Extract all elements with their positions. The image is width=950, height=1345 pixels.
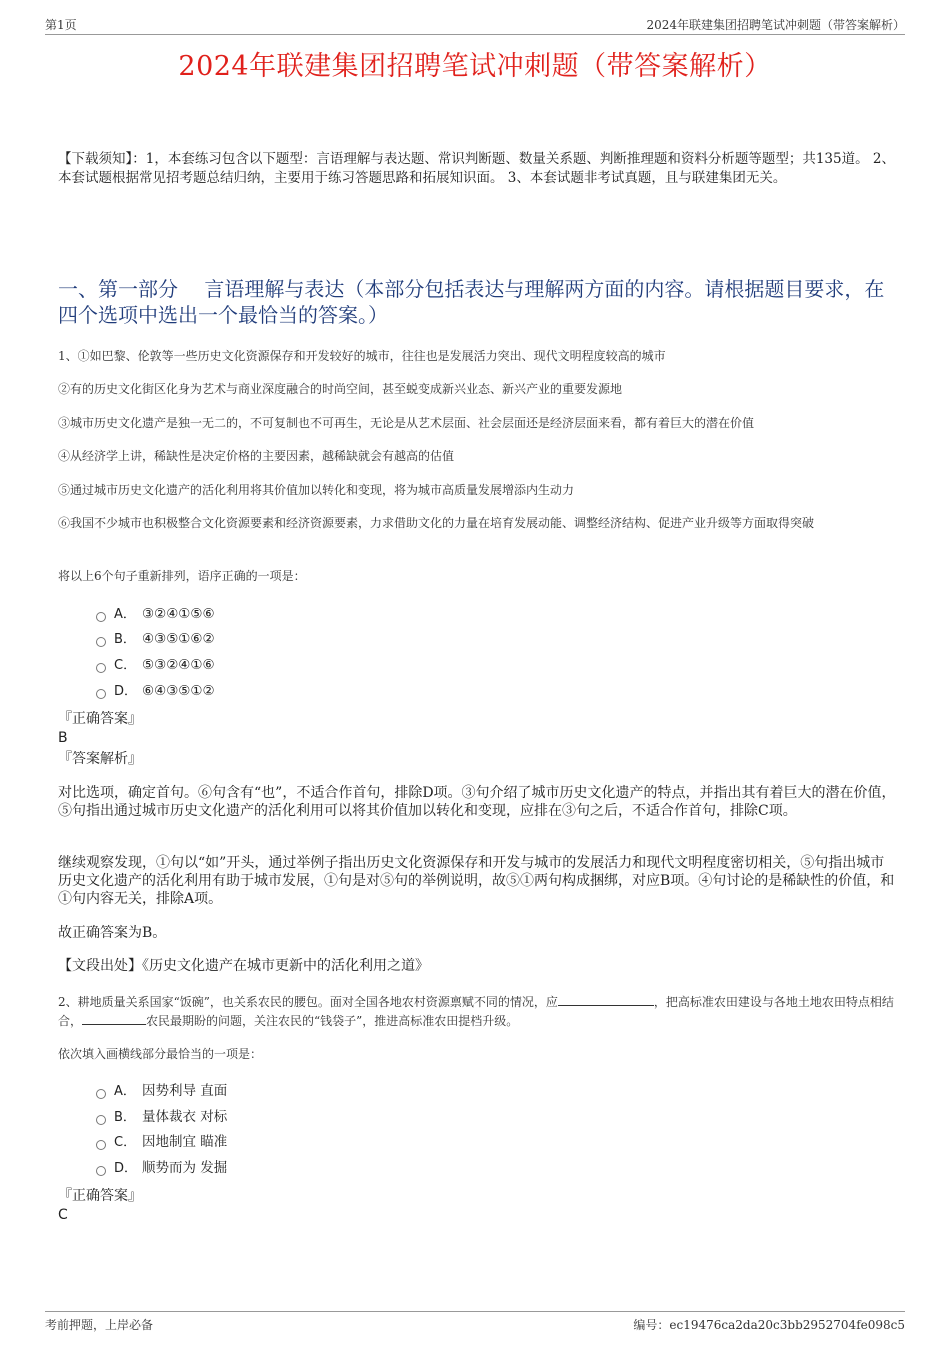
download-notice: 【下载须知】：1，本套练习包含以下题型：言语理解与表达题、常识判断题、数量关系题、判断推理题和资料分析题等题型；共135道。 2、本套试题根据常见招考题总结归纳，主要用于练习答题思路和拓展知识面。 3、本套试题非考试真题，且与联建集团无关。 xyxy=(58,151,895,186)
header-doc-title: 2024年联建集团招聘笔试冲刺题（带答案解析） xyxy=(646,18,905,32)
q2-option-d[interactable]: D． 顺势而为 发掘 xyxy=(96,1158,227,1178)
q1-sentence-5: ⑤通过城市历史文化遗产的活化利用将其价值加以转化和变现，将为城市高质量发展增添内生动力 xyxy=(58,483,575,497)
q2-answer-label: 『正确答案』 xyxy=(58,1188,142,1204)
page-title: 2024年联建集团招聘笔试冲刺题（带答案解析） xyxy=(178,51,772,82)
radio-icon[interactable] xyxy=(96,637,106,647)
radio-icon[interactable] xyxy=(96,1166,106,1176)
radio-icon[interactable] xyxy=(96,1140,106,1150)
radio-icon[interactable] xyxy=(96,663,106,673)
footer-slogan: 考前押题，上岸必备 xyxy=(45,1318,154,1332)
q1-option-d[interactable]: D． ⑥④③⑤①② xyxy=(96,681,215,701)
q1-answer: B xyxy=(58,730,68,746)
radio-icon[interactable] xyxy=(96,689,106,699)
q2-blank-2 xyxy=(82,1012,146,1025)
q2-option-c[interactable]: C． 因地制宜 瞄准 xyxy=(96,1132,227,1152)
page-footer xyxy=(45,1311,905,1334)
q1-analysis-p1: 对比选项，确定首句。⑥句含有“也”，不适合作首句，排除D项。③句介绍了城市历史文化遗产的特点，并指出其有着巨大的潜在价值，⑤句指出通过城市历史文化遗产的活化利用可以将其价值加以转化和变现，应排在③句之后，不适合作首句，排除C项。 xyxy=(58,785,896,819)
q1-sentence-2: ②有的历史文化街区化身为艺术与商业深度融合的时尚空间，甚至蜕变成新兴业态、新兴产业的重要发源地 xyxy=(58,382,623,396)
q1-analysis-label: 『答案解析』 xyxy=(58,751,142,767)
footer-code: 编号：ec19476ca2da20c3bb2952704fe098c5 xyxy=(633,1318,905,1332)
q1-answer-label: 『正确答案』 xyxy=(58,711,142,727)
q2-answer: C xyxy=(58,1207,68,1223)
q2-option-b[interactable]: B． 量体裁衣 对标 xyxy=(96,1107,227,1127)
q1-option-a[interactable]: A． ③②④①⑤⑥ xyxy=(96,604,215,624)
q1-sentence-4: ④从经济学上讲，稀缺性是决定价格的主要因素，越稀缺就会有越高的估值 xyxy=(58,449,455,463)
q2-option-a[interactable]: A． 因势利导 直面 xyxy=(96,1081,227,1101)
page-number: 第1页 xyxy=(45,18,77,32)
radio-icon[interactable] xyxy=(96,612,106,622)
q2-stem: 2、耕地质量关系国家“饭碗”，也关系农民的腰包。面对全国各地农村资源禀赋不同的情况，应 ，把高标准农田建设与各地土地农田特点相结合， 农民最期盼的问题，关注农民的“钱袋子”，推进高标准农田提档升级。 xyxy=(58,995,894,1028)
q1-sentence-1: 1、①如巴黎、伦敦等一些历史文化资源保存和开发较好的城市，往往也是发展活力突出、现代文明程度较高的城市 xyxy=(58,349,666,363)
q1-option-c[interactable]: C． ⑤③②④①⑥ xyxy=(96,655,215,675)
section-heading: 一、第一部分 言语理解与表达（本部分包括表达与理解两方面的内容。请根据题目要求，在四个选项中选出一个最恰当的答案。） xyxy=(58,277,885,327)
q2-blank-1 xyxy=(558,993,654,1006)
q1-sentence-3: ③城市历史文化遗产是独一无二的，不可复制也不可再生，无论是从艺术层面、社会层面还是经济层面来看，都有着巨大的潜在价值 xyxy=(58,416,755,430)
q1-option-b[interactable]: B． ④③⑤①⑥② xyxy=(96,629,215,649)
radio-icon[interactable] xyxy=(96,1089,106,1099)
page-header xyxy=(45,14,905,35)
q1-source: 【文段出处】《历史文化遗产在城市更新中的活化利用之道》 xyxy=(58,958,429,974)
q1-prompt: 将以上6个句子重新排列，语序正确的一项是： xyxy=(58,569,306,583)
q1-analysis-p2: 继续观察发现，①句以“如”开头，通过举例子指出历史文化资源保存和开发与城市的发展活力和现代文明程度密切相关，⑤句指出城市历史文化遗产的活化利用有助于城市发展，①句是对⑤句的举例说明，故⑤①两句构成捆绑，对应B项。④句讨论的是稀缺性的价值，和①句内容无关，排除A项。 xyxy=(58,855,895,907)
q1-analysis-p3: 故正确答案为B。 xyxy=(58,925,167,941)
q1-sentence-6: ⑥我国不少城市也积极整合文化资源要素和经济资源要素，力求借助文化的力量在培育发展动能、调整经济结构、促进产业升级等方面取得突破 xyxy=(58,516,815,530)
q2-prompt: 依次填入画横线部分最恰当的一项是： xyxy=(58,1047,263,1061)
radio-icon[interactable] xyxy=(96,1115,106,1125)
